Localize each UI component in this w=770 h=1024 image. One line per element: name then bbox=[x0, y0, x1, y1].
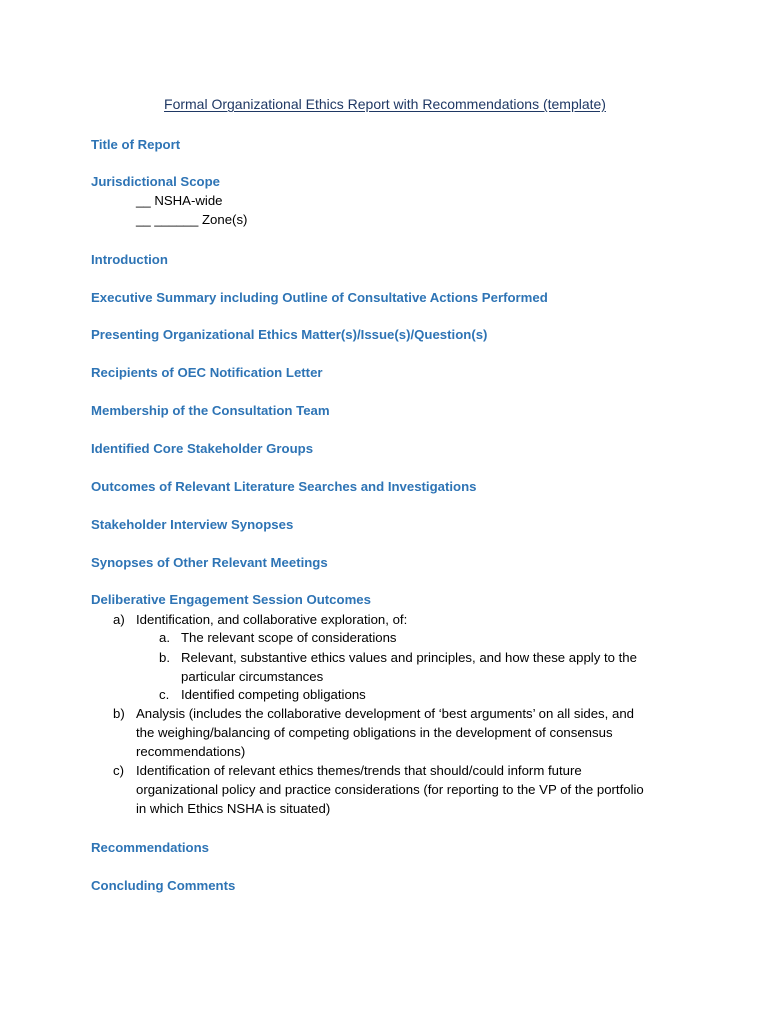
list-item-line: Identification, and collaborative exploration, of: bbox=[136, 612, 408, 627]
sublist-marker: a. bbox=[159, 630, 170, 645]
heading-recommendations: Recommendations bbox=[91, 840, 209, 855]
heading-jurisdictional-scope: Jurisdictional Scope bbox=[91, 174, 220, 189]
heading-deliberative: Deliberative Engagement Session Outcomes bbox=[91, 592, 371, 607]
list-marker: a) bbox=[113, 612, 125, 627]
list-marker: b) bbox=[113, 706, 125, 721]
sublist-item-line: The relevant scope of considerations bbox=[181, 630, 397, 645]
heading-title-of-report: Title of Report bbox=[91, 137, 181, 152]
document-title: Formal Organizational Ethics Report with Recommendations (template) bbox=[164, 96, 606, 112]
list-item-line: the weighing/balancing of competing obligations in the development of consensus bbox=[136, 725, 613, 740]
heading-recipients: Recipients of OEC Notification Letter bbox=[91, 365, 323, 380]
sublist-item-line: particular circumstances bbox=[181, 669, 324, 684]
heading-executive-summary: Executive Summary including Outline of Consultative Actions Performed bbox=[91, 290, 548, 305]
heading-other-meetings: Synopses of Other Relevant Meetings bbox=[91, 555, 328, 570]
heading-presenting-matter: Presenting Organizational Ethics Matter(s)/Issue(s)/Question(s) bbox=[91, 327, 488, 342]
list-item-line: organizational policy and practice considerations (for reporting to the VP of the portfolio bbox=[136, 782, 644, 797]
list-item-line: Analysis (includes the collaborative development of ‘best arguments’ on all sides, and bbox=[136, 706, 634, 721]
heading-stakeholder-groups: Identified Core Stakeholder Groups bbox=[91, 441, 314, 456]
sublist-item-line: Relevant, substantive ethics values and principles, and how these apply to the bbox=[181, 650, 637, 665]
list-marker: c) bbox=[113, 763, 124, 778]
scope-option-nsha-wide: __ NSHA-wide bbox=[136, 193, 223, 208]
scope-option-zones: __ ______ Zone(s) bbox=[136, 212, 248, 227]
list-item-line: recommendations) bbox=[136, 744, 246, 759]
list-item-line: Identification of relevant ethics themes/trends that should/could inform future bbox=[136, 763, 582, 778]
heading-outcomes-literature: Outcomes of Relevant Literature Searches and Investigations bbox=[91, 479, 477, 494]
sublist-item-line: Identified competing obligations bbox=[181, 687, 366, 702]
heading-membership: Membership of the Consultation Team bbox=[91, 403, 330, 418]
heading-concluding-comments: Concluding Comments bbox=[91, 878, 236, 893]
heading-introduction: Introduction bbox=[91, 252, 168, 267]
heading-interview-synopses: Stakeholder Interview Synopses bbox=[91, 517, 294, 532]
sublist-marker: c. bbox=[159, 687, 170, 702]
sublist-marker: b. bbox=[159, 650, 170, 665]
list-item-line: in which Ethics NSHA is situated) bbox=[136, 801, 331, 816]
